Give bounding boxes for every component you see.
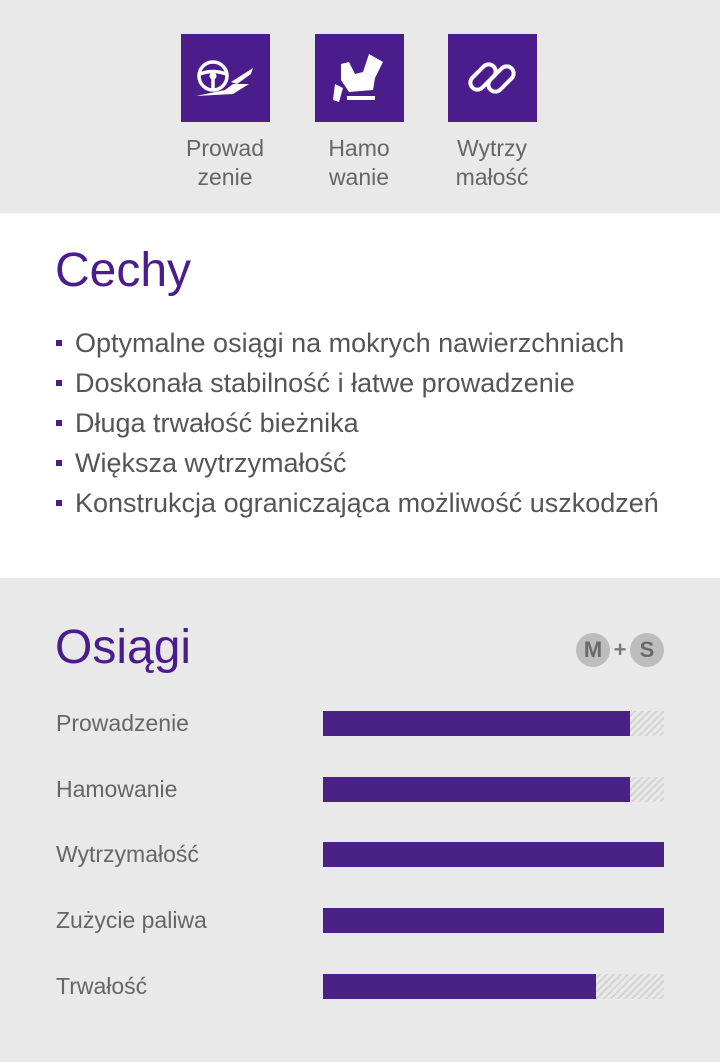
rating-row (0, 708, 720, 738)
rating-row (0, 971, 720, 1001)
rating-bar-fill (323, 842, 664, 867)
rating-label: Prowadzenie (56, 710, 189, 736)
feature-strip (0, 0, 720, 213)
list-item: Konstrukcja ograniczająca możliwość uszkodzeń (55, 483, 659, 523)
rating-bar (323, 974, 664, 999)
feature-label: Prowad zenie (186, 135, 264, 190)
rating-label: Trwałość (56, 973, 148, 999)
rating-bar-fill (323, 974, 596, 999)
rating-bar (323, 777, 664, 802)
chain-link-icon (448, 34, 537, 122)
feature-hamowanie (294, 34, 424, 192)
feature-label: Wytrzy małość (455, 135, 529, 190)
rating-label: Wytrzymałość (56, 841, 199, 867)
list-item: Długa trwałość bieżnika (55, 403, 659, 443)
rating-bar-fill (323, 777, 630, 802)
rating-bar (323, 842, 664, 867)
mud-snow-badge (576, 633, 664, 667)
badge-plus: + (613, 637, 627, 662)
bullet-icon (56, 500, 62, 506)
steering-wheel-icon (181, 34, 270, 122)
rating-bar (323, 908, 664, 933)
bullet-icon (56, 380, 62, 386)
feature-label: Hamo wanie (328, 135, 390, 190)
feature-wytrzymalosc (427, 34, 557, 192)
rating-row (0, 905, 720, 935)
features-list (55, 323, 659, 523)
bullet-icon (56, 420, 62, 426)
bullet-icon (56, 460, 62, 466)
brake-pedal-icon (315, 34, 404, 122)
rating-bar (323, 711, 664, 736)
list-item: Większa wytrzymałość (55, 443, 659, 483)
feature-prowadzenie (160, 34, 290, 192)
features-section (0, 213, 720, 578)
section-title-cechy: Cechy (55, 244, 192, 297)
list-item: Optymalne osiągi na mokrych nawierzchniach (55, 323, 659, 363)
rating-label: Zużycie paliwa (56, 907, 207, 933)
rating-row (0, 774, 720, 804)
rating-bar-fill (323, 908, 664, 933)
bullet-icon (56, 340, 62, 346)
section-title-osiagi: Osiągi (55, 621, 192, 674)
rating-label: Hamowanie (56, 776, 178, 802)
rating-row (0, 839, 720, 869)
badge-s: S (630, 633, 664, 667)
rating-bar-fill (323, 711, 630, 736)
badge-m: M (576, 633, 610, 667)
list-item: Doskonała stabilność i łatwe prowadzenie (55, 363, 659, 403)
